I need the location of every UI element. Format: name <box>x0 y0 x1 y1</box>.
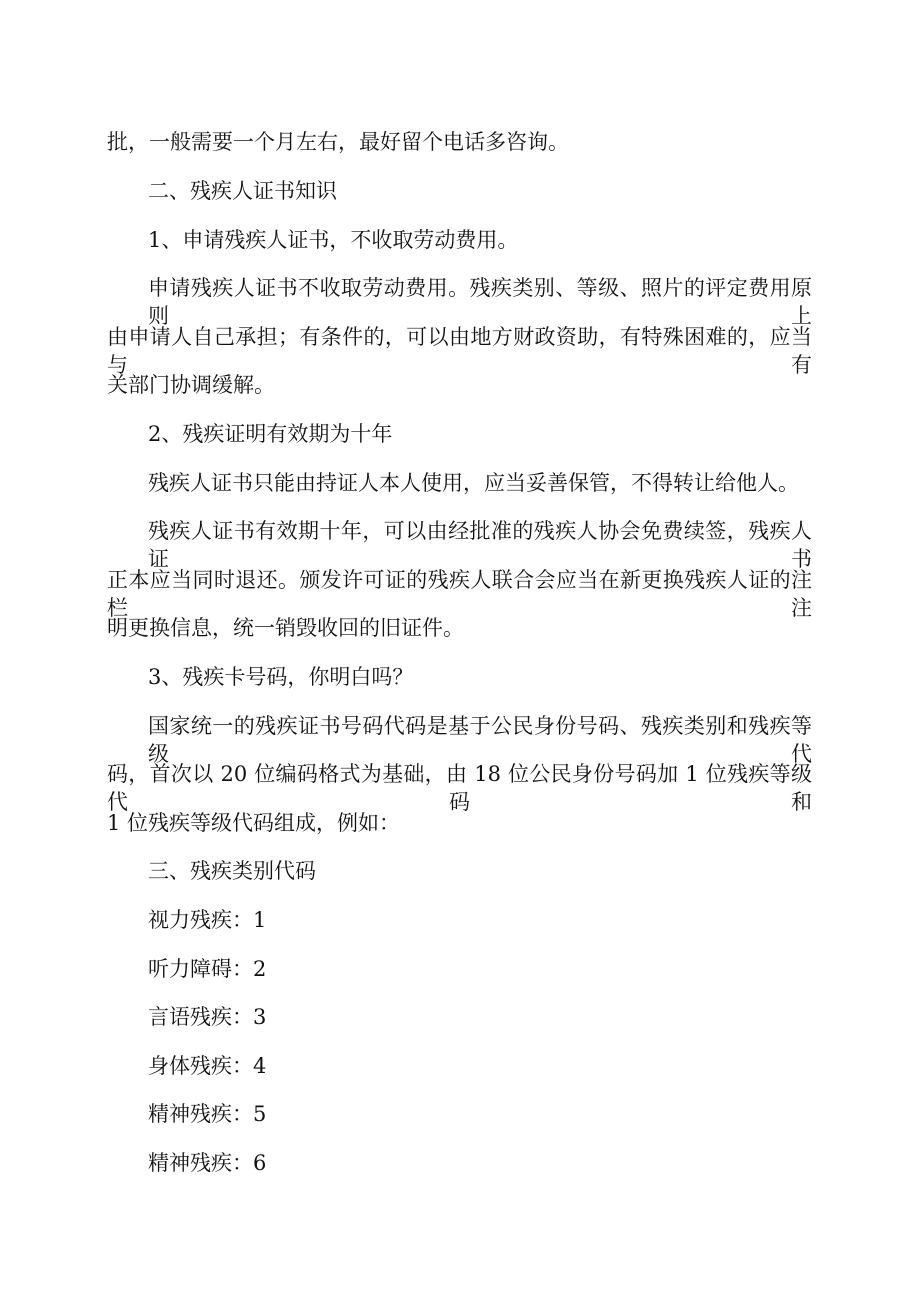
subheading-2-3: 3、残疾卡号码，你明白吗？ <box>148 665 414 689</box>
text-line-10: 正本应当同时退还。颁发许可证的残疾人联合会应当在新更换残疾人证的注栏注 <box>107 568 812 620</box>
category-item-2: 听力障碍：2 <box>148 957 267 981</box>
text-line-15: 1 位残疾等级代码组成，例如： <box>107 811 401 835</box>
text-line-13: 国家统一的残疾证书号码代码是基于公民身份号码、残疾类别和残疾等级代 <box>148 714 812 766</box>
category-item-3: 言语残疾：3 <box>148 1005 267 1029</box>
text-line-11: 明更换信息，统一销毁收回的旧证件。 <box>107 616 464 640</box>
category-item-6: 精神残疾：6 <box>148 1151 267 1175</box>
text-line-6: 关部门协调缓解。 <box>107 373 275 397</box>
text-line-1: 批，一般需要一个月左右，最好留个电话多咨询。 <box>107 130 569 154</box>
subheading-2-2: 2、残疾证明有效期为十年 <box>148 422 393 446</box>
category-item-5: 精神残疾：5 <box>148 1102 267 1126</box>
text-line-14: 码，首次以 20 位编码格式为基础，由 18 位公民身份号码加 1 位残疾等级代码和 <box>107 762 812 814</box>
section-heading-3: 三、残疾类别代码 <box>148 859 316 883</box>
text-line-4: 申请残疾人证书不收取劳动费用。残疾类别、等级、照片的评定费用原则上 <box>148 276 812 328</box>
text-line-9: 残疾人证书有效期十年，可以由经批准的残疾人协会免费续签，残疾人证书 <box>148 519 812 571</box>
category-item-1: 视力残疾：1 <box>148 908 267 932</box>
text-line-5: 由申请人自己承担；有条件的，可以由地方财政资助，有特殊困难的，应当与有 <box>107 325 812 377</box>
subheading-2-1: 1、申请残疾人证书，不收取劳动费用。 <box>148 228 519 252</box>
category-item-4: 身体残疾：4 <box>148 1054 267 1078</box>
section-heading-2: 二、残疾人证书知识 <box>148 179 337 203</box>
text-line-8: 残疾人证书只能由持证人本人使用，应当妥善保管，不得转让给他人。 <box>148 471 799 495</box>
